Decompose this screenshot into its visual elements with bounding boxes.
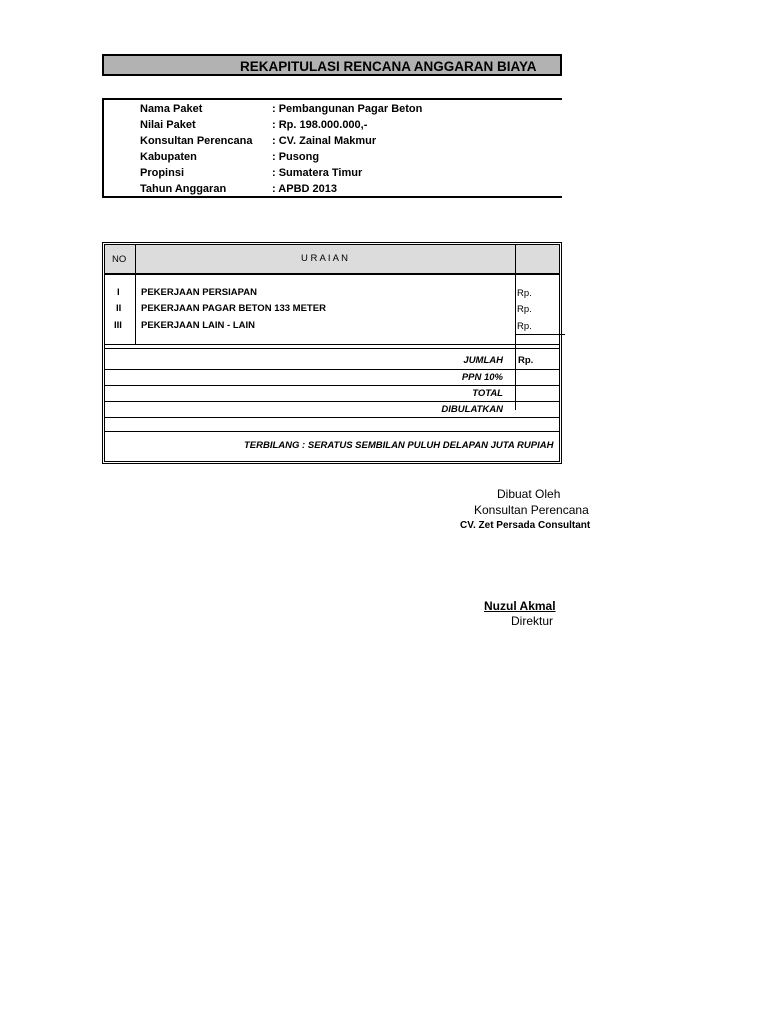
info-label-propinsi: Propinsi: [140, 167, 185, 179]
info-value-kabupaten: : Pusong: [272, 151, 320, 163]
col-divider-no: [135, 245, 136, 345]
project-info: [102, 98, 562, 198]
info-value-propinsi: : Sumatera Timur: [272, 167, 363, 179]
info-value-konsultan: : CV. Zainal Makmur: [272, 135, 377, 147]
info-label-tahun: Tahun Anggaran: [140, 183, 227, 195]
rab-table: [102, 242, 562, 464]
row-divider: [515, 334, 565, 335]
info-label-kabupaten: Kabupaten: [140, 151, 197, 163]
row-divider: [105, 401, 559, 402]
header-no: NO: [112, 254, 127, 265]
row-no: I: [117, 287, 120, 298]
row-uraian: PEKERJAAN PAGAR BETON 133 METER: [141, 303, 326, 314]
row-currency: Rp.: [517, 321, 532, 332]
page-title: REKAPITULASI RENCANA ANGGARAN BIAYA: [240, 59, 537, 74]
info-label-konsultan: Konsultan Perencana: [140, 135, 253, 147]
summary-label-ppn: PPN 10%: [461, 372, 503, 383]
row-no: III: [114, 320, 122, 331]
row-divider: [105, 417, 559, 418]
summary-label-dibulatkan: DIBULATKAN: [441, 404, 503, 415]
info-value-nilai-paket: : Rp. 198.000.000,-: [272, 119, 368, 131]
row-no: II: [116, 303, 122, 314]
row-currency: Rp.: [517, 304, 532, 315]
info-label-nama-paket: Nama Paket: [140, 103, 203, 115]
summary-currency: Rp.: [518, 355, 534, 366]
title-bar: [102, 54, 562, 76]
row-uraian: PEKERJAAN LAIN - LAIN: [141, 320, 256, 331]
terbilang-text: TERBILANG : SERATUS SEMBILAN PULUH DELAPAN JUTA RUPIAH: [244, 440, 554, 451]
signature-made-by: Dibuat Oleh: [497, 487, 561, 501]
section-divider: [105, 344, 559, 345]
section-divider: [105, 348, 559, 349]
row-currency: Rp.: [517, 288, 532, 299]
summary-label-jumlah: JUMLAH: [463, 355, 503, 366]
info-value-nama-paket: : Pembangunan Pagar Beton: [272, 103, 423, 115]
row-divider: [105, 431, 559, 432]
signature-position: Direktur: [511, 614, 554, 628]
summary-label-total: TOTAL: [472, 388, 503, 399]
row-uraian: PEKERJAAN PERSIAPAN: [141, 287, 257, 298]
header-divider: [105, 273, 559, 275]
row-divider: [105, 369, 559, 370]
signature-role: Konsultan Perencana: [474, 503, 589, 517]
signature-company: CV. Zet Persada Consultant: [460, 520, 591, 531]
info-value-tahun: : APBD 2013: [272, 183, 338, 195]
row-divider: [105, 385, 559, 386]
header-uraian: U R A I A N: [301, 253, 348, 264]
signature-name: Nuzul Akmal: [484, 599, 556, 613]
info-label-nilai-paket: Nilai Paket: [140, 119, 196, 131]
